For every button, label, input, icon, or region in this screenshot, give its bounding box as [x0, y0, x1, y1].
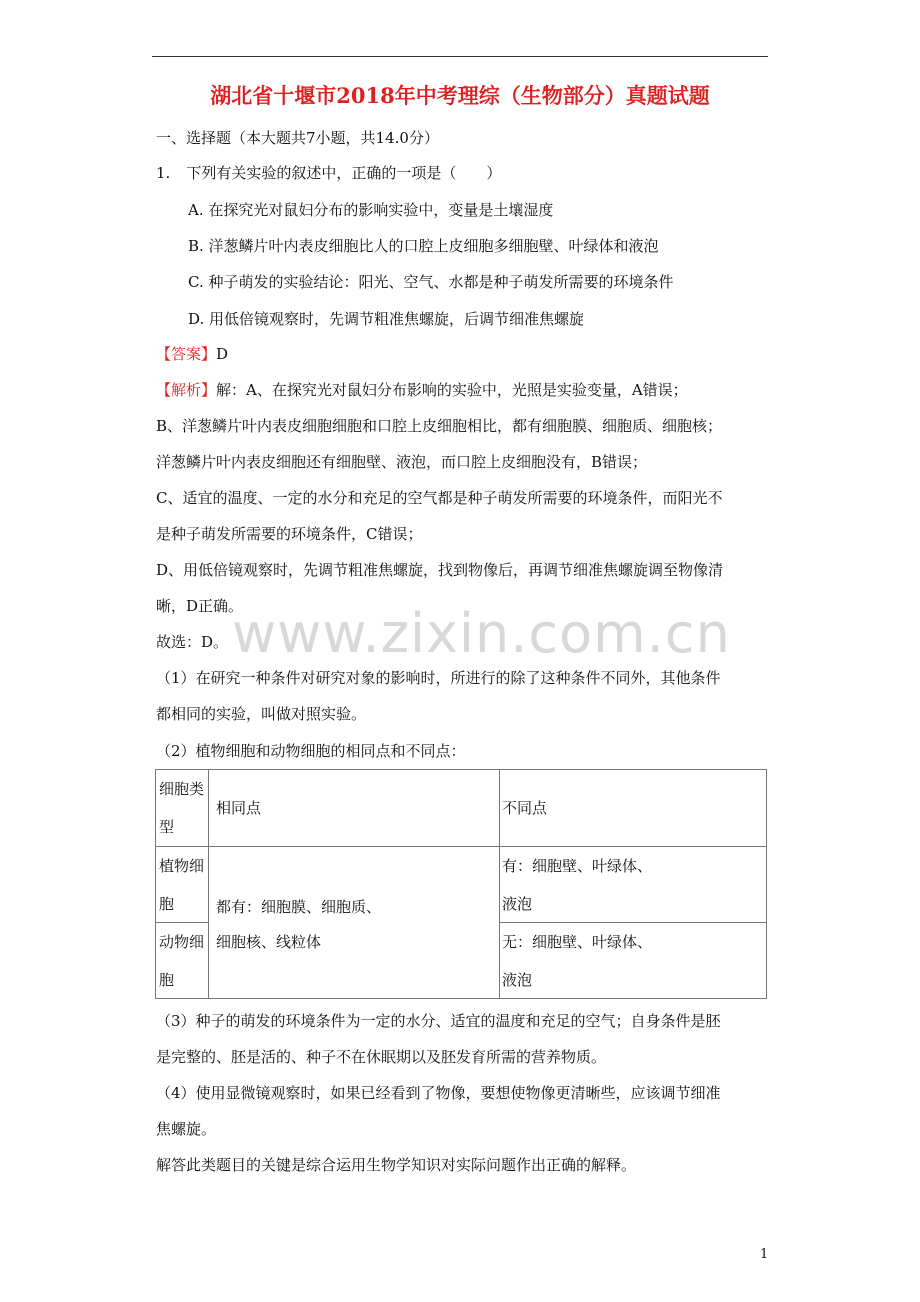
row-label-plant: 植物细 — [159, 857, 205, 875]
header-rule — [152, 56, 768, 57]
analysis-line: （2）植物细胞和动物细胞的相同点和不同点： — [156, 742, 466, 760]
analysis-line: 【解析】解：A、在探究光对鼠妇分布影响的实验中，光照是实验变量，A错误； — [156, 381, 688, 399]
header-cell-common: 相同点 — [216, 799, 262, 817]
analysis-line: 洋葱鳞片叶内表皮细胞还有细胞壁、液泡，而口腔上皮细胞没有，B错误； — [156, 453, 648, 471]
plant-diff-cell: 有：细胞壁、叶绿体、 — [502, 857, 653, 875]
common-cell: 都有：细胞膜、细胞质、 — [216, 898, 382, 916]
cell-comparison-table — [155, 769, 767, 999]
row-label-animal: 胞 — [159, 971, 175, 989]
table-divider — [499, 770, 500, 998]
header-cell-diff: 不同点 — [502, 799, 548, 817]
header-cell-type: 细胞类 — [159, 780, 205, 798]
analysis-line: （3）种子的萌发的环境条件为一定的水分、适宜的温度和充足的空气；自身条件是胚 — [156, 1012, 721, 1030]
section-heading: 一、选择题（本大题共7小题，共14.0分） — [156, 129, 439, 147]
row-label-plant: 胞 — [159, 895, 175, 913]
question-text: 下列有关实验的叙述中，正确的一项是（ ） — [186, 164, 502, 182]
answer-tag: 【答案】 — [156, 345, 217, 363]
animal-diff-cell: 液泡 — [502, 971, 533, 989]
plant-diff-cell: 液泡 — [502, 895, 533, 913]
analysis-line: 是完整的、胚是活的、种子不在休眠期以及胚发育所需的营养物质。 — [156, 1048, 607, 1066]
analysis-line: 是种子萌发所需要的环境条件，C错误； — [156, 525, 423, 543]
question-stem — [156, 162, 501, 184]
analysis-line: 焦螺旋。 — [156, 1120, 217, 1138]
page-title: 湖北省十堰市2018年中考理综（生物部分）真题试题 — [210, 83, 710, 108]
analysis-line: 故选：D。 — [156, 633, 229, 651]
option-d: D. 用低倍镜观察时，先调节粗准焦螺旋，后调节细准焦螺旋 — [188, 310, 585, 328]
analysis-line: 晰，D正确。 — [156, 597, 244, 615]
header-cell-type: 型 — [159, 818, 175, 836]
answer-value: D — [216, 345, 229, 363]
analysis-line: C、适宜的温度、一定的水分和充足的空气都是种子萌发所需要的环境条件，而阳光不 — [156, 489, 723, 507]
watermark: www.zixin.com.cn — [232, 602, 731, 665]
analysis-line: （1）在研究一种条件对研究对象的影响时，所进行的除了这种条件不同外，其他条件 — [156, 669, 721, 687]
page-number: 1 — [760, 1247, 769, 1262]
common-cell: 细胞核、线粒体 — [216, 933, 322, 951]
analysis-line: （4）使用显微镜观察时，如果已经看到了物像，要想使物像更清晰些，应该调节细准 — [156, 1084, 721, 1102]
analysis-tag: 【解析】 — [156, 381, 217, 399]
option-b: B. 洋葱鳞片叶内表皮细胞比人的口腔上皮细胞多细胞壁、叶绿体和液泡 — [188, 237, 659, 255]
option-a: A. 在探究光对鼠妇分布的影响实验中，变量是土壤湿度 — [188, 201, 554, 219]
table-divider — [208, 770, 209, 998]
option-c: C. 种子萌发的实验结论：阳光、空气、水都是种子萌发所需要的环境条件 — [188, 273, 674, 291]
table-divider — [156, 846, 766, 847]
analysis-line: 解答此类题目的关键是综合运用生物学知识对实际问题作出正确的解释。 — [156, 1156, 637, 1174]
analysis-line: 都相同的实验，叫做对照实验。 — [156, 705, 367, 723]
row-label-animal: 动物细 — [159, 933, 205, 951]
animal-diff-cell: 无：细胞壁、叶绿体、 — [502, 933, 653, 951]
question-number: 1. — [156, 164, 171, 182]
analysis-line: B、洋葱鳞片叶内表皮细胞细胞和口腔上皮细胞相比，都有细胞膜、细胞质、细胞核； — [156, 417, 723, 435]
answer-line — [156, 343, 228, 365]
analysis-line: D、用低倍镜观察时，先调节粗准焦螺旋，找到物像后，再调节细准焦螺旋调至物像清 — [156, 561, 724, 579]
